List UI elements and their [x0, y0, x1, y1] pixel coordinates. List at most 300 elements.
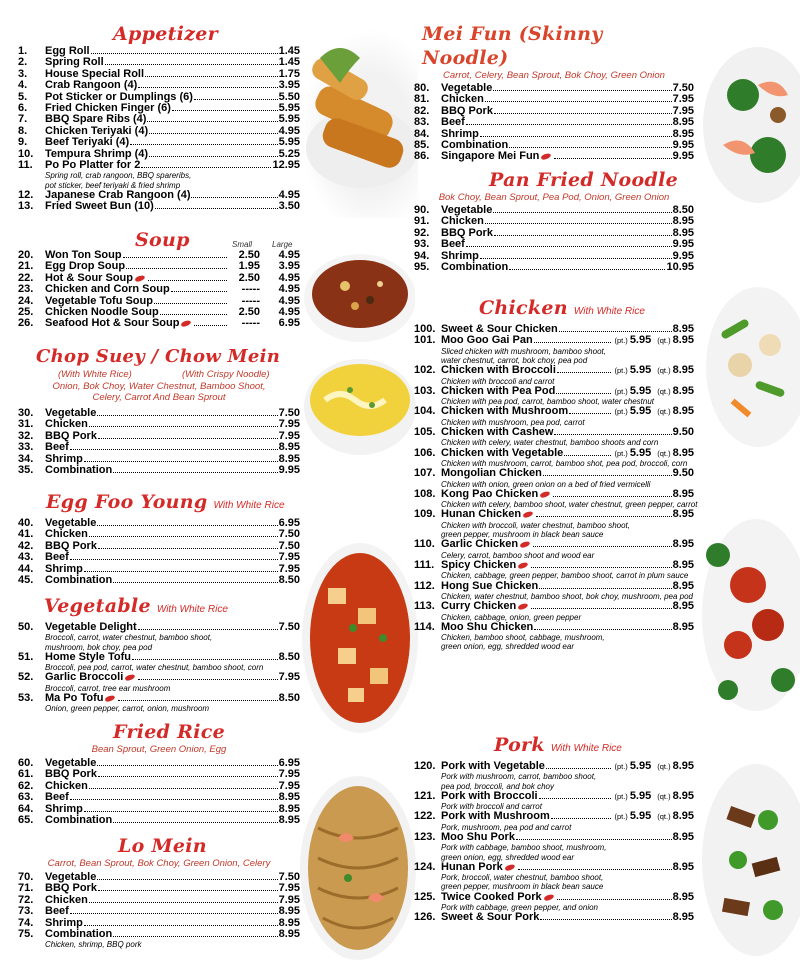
quart-label: (qt.)	[657, 336, 671, 346]
chili-pepper-icon	[540, 490, 551, 498]
dot-leader	[149, 156, 277, 157]
item-price: 9.95	[672, 249, 694, 262]
menu-item	[414, 365, 694, 376]
item-description: pot sticker, beef teriyaki & fried shrimp	[45, 180, 181, 190]
item-name: Chicken with Broccoli	[441, 364, 556, 377]
menu-item	[414, 151, 694, 162]
item-price: 8.95	[672, 558, 694, 571]
item-name: Vegetable	[45, 517, 97, 529]
item-number: 3.	[18, 67, 28, 80]
item-description: Chicken with broccoli, water chestnut, bamboo shoot,	[441, 520, 630, 530]
dot-leader	[138, 679, 277, 680]
menu-item	[414, 427, 694, 438]
item-name: Chicken	[441, 215, 484, 228]
dot-leader	[145, 76, 278, 77]
menu-item	[414, 761, 694, 772]
item-price-small: 2.50	[238, 306, 260, 319]
item-price-small: 2.50	[238, 249, 260, 261]
chicken-title: Chicken With White Rice	[479, 297, 645, 319]
lo-mein-photo	[298, 768, 418, 963]
item-number: 44.	[18, 562, 34, 575]
item-number: 102.	[414, 364, 436, 377]
chop-suey-list	[18, 408, 300, 476]
dot-leader	[494, 235, 672, 236]
item-price-pint: 5.95	[629, 789, 652, 802]
dot-leader	[89, 902, 278, 903]
item-name: Moo Shu Pork	[441, 831, 515, 844]
item-number: 104.	[414, 405, 436, 418]
item-name: Spicy Chicken	[441, 558, 517, 571]
chicken-subtitle: With White Rice	[573, 306, 645, 317]
item-price: 5.95	[278, 113, 300, 126]
menu-item	[18, 693, 300, 704]
item-price-pint: 5.95	[629, 760, 652, 772]
item-price-small: -----	[241, 317, 260, 330]
pint-label: (pt.)	[614, 762, 628, 771]
item-description: green pepper, mushroom in black bean sauce	[441, 530, 604, 540]
item-name: Japanese Crab Rangoon (4)	[45, 188, 191, 201]
item-name: Chicken with Vegetable	[441, 446, 564, 459]
menu-item	[414, 622, 694, 633]
item-number: 61.	[18, 768, 34, 781]
item-name: Beef Teriyaki (4)	[45, 136, 130, 149]
dot-leader	[466, 124, 672, 125]
dot-leader	[98, 548, 278, 549]
pan-fried-noodle-list	[414, 205, 694, 273]
item-number: 65.	[18, 814, 34, 827]
item-price: 9.95	[672, 238, 694, 251]
pork-pepper-photo	[698, 760, 800, 960]
menu-item	[414, 811, 694, 822]
egg-foo-young-list	[18, 518, 300, 586]
chicken-section	[414, 296, 698, 652]
item-price: 8.95	[672, 127, 694, 140]
item-number: 100.	[414, 323, 436, 335]
egg-foo-young-section	[18, 490, 300, 586]
dot-leader	[70, 449, 278, 450]
item-number: 26.	[18, 317, 34, 330]
menu-item	[18, 442, 300, 453]
mei-fun-section	[414, 22, 694, 163]
item-number: 82.	[414, 104, 430, 117]
item-price: 9.95	[672, 139, 694, 152]
dot-leader	[70, 913, 278, 914]
item-number: 60.	[18, 757, 34, 769]
item-name: Chicken	[45, 418, 88, 431]
item-price: 7.95	[278, 779, 300, 792]
egg-drop-soup-photo	[300, 345, 418, 460]
dot-leader	[557, 899, 672, 900]
menu-item	[414, 862, 694, 873]
dot-leader	[141, 167, 271, 168]
item-description: Pork with mushroom, carrot, bamboo shoot,	[441, 772, 597, 782]
item-name: Combination	[441, 139, 509, 152]
item-name: Fried Chicken Finger (6)	[45, 102, 171, 115]
dot-leader	[91, 53, 278, 54]
mei-fun-shrimp-photo	[698, 45, 800, 205]
item-number: 30.	[18, 407, 34, 419]
item-description: Chicken, water chestnut, bamboo shoot, bok choy, mushroom, pea pod	[441, 591, 693, 601]
item-number: 5.	[18, 90, 28, 103]
item-price: 8.95	[672, 323, 694, 335]
dot-leader	[540, 919, 671, 920]
item-description: Chicken, cabbage, green pepper, bamboo shoot, carrot in plum sauce	[441, 571, 689, 581]
lo-mein-section	[18, 834, 300, 950]
dot-leader	[553, 496, 671, 497]
item-name: Hunan Pork	[441, 860, 503, 873]
item-description: water chestnut, carrot, bok choy, pea pod	[441, 356, 588, 366]
chop-suey-section	[18, 345, 300, 476]
item-name: Sweet & Sour Pork	[441, 911, 540, 924]
item-price-quart: 8.95	[672, 810, 694, 823]
item-price: 8.95	[672, 226, 694, 239]
kong-pao-chicken-photo	[698, 515, 800, 715]
dot-leader	[551, 818, 612, 819]
dot-leader	[485, 223, 672, 224]
item-price: 9.50	[672, 467, 694, 480]
menu-item	[414, 912, 694, 923]
item-name: BBQ Pork	[45, 768, 97, 781]
item-number: 125.	[414, 890, 436, 903]
item-number: 120.	[414, 760, 436, 772]
item-price: 8.95	[278, 814, 300, 827]
pint-label: (pt.)	[614, 791, 628, 801]
item-name: Beef	[45, 791, 69, 804]
dot-leader	[130, 144, 277, 145]
menu-item	[414, 509, 694, 520]
item-price-quart: 8.95	[672, 760, 694, 772]
item-name: Shrimp	[45, 452, 83, 465]
lo-mein-list	[18, 872, 300, 950]
item-price: 8.95	[278, 791, 300, 804]
dot-leader	[536, 516, 672, 517]
item-name: Shrimp	[441, 127, 479, 140]
item-price: 8.95	[278, 916, 300, 929]
item-price: 8.95	[278, 905, 300, 918]
menu-item	[414, 117, 694, 128]
item-number: 95.	[414, 261, 430, 274]
dot-leader	[533, 546, 672, 547]
item-name: BBQ Pork	[45, 539, 97, 552]
item-name: Vegetable	[45, 407, 97, 419]
item-name: Combination	[45, 928, 113, 941]
dot-leader	[480, 258, 672, 259]
quart-label: (qt.)	[657, 812, 671, 822]
item-price: 1.45	[278, 45, 300, 57]
dot-leader	[534, 629, 671, 630]
item-price-large: 4.95	[278, 249, 300, 261]
soup-list	[18, 250, 300, 330]
item-price-large: 4.95	[278, 271, 300, 284]
item-price-quart: 8.95	[672, 446, 694, 459]
pint-label: (pt.)	[614, 448, 628, 458]
item-description: Pork with cabbage, bamboo shoot, mushroom,	[441, 843, 607, 853]
item-name: Combination	[45, 574, 113, 587]
item-price: 8.50	[672, 204, 694, 216]
item-number: 4.	[18, 79, 28, 92]
menu-item	[414, 262, 694, 273]
item-name: Crab Rangoon (4)	[45, 79, 138, 92]
menu-item	[18, 906, 300, 917]
item-number: 73.	[18, 905, 34, 918]
menu-item	[414, 448, 694, 459]
item-number: 112.	[414, 579, 435, 592]
dot-leader	[113, 472, 277, 473]
item-description: Celery, carrot, bamboo shoot and wood ear	[441, 550, 595, 560]
dot-leader	[89, 536, 278, 537]
menu-item	[18, 622, 300, 633]
item-name: Chicken Teriyaki (4)	[45, 124, 149, 137]
item-price-large: 4.95	[278, 306, 300, 319]
dot-leader	[509, 269, 665, 270]
dot-leader	[480, 136, 672, 137]
dot-leader	[97, 525, 277, 526]
item-description: Onion, green pepper, carrot, onion, mushroom	[45, 704, 210, 714]
dot-leader	[485, 101, 672, 102]
appetizer-section	[18, 22, 300, 213]
item-price-large: 4.95	[278, 283, 300, 296]
menu-item	[18, 160, 300, 171]
item-price-quart: 8.95	[672, 405, 694, 418]
item-price-pint: 5.95	[629, 384, 652, 397]
item-description: green onion, egg, shredded wood ear	[441, 852, 574, 862]
item-number: 113.	[414, 600, 435, 613]
dot-leader	[554, 434, 671, 435]
chicken-list	[414, 323, 698, 652]
dot-leader	[98, 776, 278, 777]
item-number: 8.	[18, 124, 28, 137]
item-price-pint: 5.95	[629, 364, 652, 377]
item-price: 8.95	[672, 538, 694, 551]
item-price: 7.95	[278, 893, 300, 906]
item-price: 8.95	[672, 831, 694, 844]
item-number: 13.	[18, 200, 34, 213]
dot-leader	[155, 208, 278, 209]
item-name: Egg Roll	[45, 45, 90, 57]
pan-fried-noodle-title: Pan Fried Noodle	[489, 169, 678, 191]
item-name: Fried Sweet Bun (10)	[45, 200, 154, 213]
menu-item	[414, 335, 694, 346]
quart-label: (qt.)	[657, 791, 671, 801]
dot-leader	[98, 890, 278, 891]
item-name: Beef	[45, 905, 69, 918]
item-number: 121.	[414, 789, 436, 802]
item-name: Chicken	[45, 528, 88, 541]
item-price: 12.95	[272, 159, 300, 172]
item-price: 8.95	[672, 890, 694, 903]
item-price: 10.95	[666, 261, 694, 274]
chili-pepper-icon	[523, 511, 534, 519]
item-name: Chicken	[45, 893, 88, 906]
dot-leader	[531, 567, 671, 568]
item-number: 53.	[18, 692, 34, 705]
item-price-quart: 8.95	[672, 384, 694, 397]
item-number: 126.	[414, 911, 436, 924]
dot-leader	[138, 629, 278, 630]
item-name: Ma Po Tofu	[45, 692, 104, 705]
item-price: 5.25	[278, 147, 300, 160]
item-description: Broccoli, carrot, water chestnut, bamboo shoot,	[45, 633, 213, 643]
item-name: Vegetable Tofu Soup	[45, 294, 153, 307]
item-price: 7.50	[278, 539, 300, 552]
soup-title: Soup	[135, 229, 190, 251]
item-price-small: -----	[241, 283, 260, 296]
menu-item	[414, 832, 694, 843]
item-price: 7.95	[278, 551, 300, 564]
dot-leader	[113, 822, 277, 823]
dot-leader	[539, 798, 612, 799]
dot-leader	[70, 559, 278, 560]
item-number: 110.	[414, 538, 435, 551]
hot-sour-soup-photo	[300, 248, 415, 358]
item-price: 8.95	[672, 911, 694, 924]
menu-item	[414, 581, 694, 592]
dot-leader	[70, 799, 278, 800]
item-name: Home Style Tofu	[45, 650, 131, 663]
pint-label: (pt.)	[614, 366, 628, 376]
item-price: 8.95	[278, 928, 300, 941]
vegetable-section	[18, 594, 300, 714]
item-name: Chicken with Mushroom	[441, 405, 569, 418]
item-number: 92.	[414, 226, 430, 239]
item-name: House Special Roll	[45, 67, 145, 80]
dot-leader	[194, 99, 278, 100]
item-price: 7.50	[672, 82, 694, 94]
item-price: 7.50	[278, 407, 300, 419]
menu-item	[18, 465, 300, 476]
item-number: 86.	[414, 150, 430, 163]
item-name: Vegetable Delight	[45, 621, 137, 633]
item-name: Chicken and Corn Soup	[45, 283, 170, 296]
dot-leader	[154, 303, 227, 304]
item-number: 84.	[414, 127, 430, 140]
dot-leader	[171, 291, 227, 292]
item-price-small: 1.95	[238, 260, 260, 273]
item-name: Kong Pao Chicken	[441, 487, 539, 500]
item-price: 1.75	[278, 67, 300, 80]
item-name: Chicken	[441, 93, 484, 106]
chili-pepper-icon	[105, 694, 116, 702]
item-name: Won Ton Soup	[45, 249, 122, 261]
item-number: 62.	[18, 779, 34, 792]
item-price-pint: 5.95	[629, 334, 652, 347]
mei-fun-ingredients: Carrot, Celery, Bean Sprout, Bok Choy, Green Onion	[443, 70, 665, 81]
item-name: Beef	[45, 551, 69, 564]
item-price-quart: 8.95	[672, 334, 694, 347]
dot-leader	[84, 461, 278, 462]
item-number: 7.	[18, 113, 28, 126]
chili-pepper-icon	[543, 893, 554, 901]
lo-mein-title: Lo Mein	[118, 835, 207, 857]
dot-leader	[564, 455, 611, 456]
item-description: Chicken with broccoli and carrot	[441, 376, 555, 386]
item-number: 93.	[414, 238, 430, 251]
item-number: 2.	[18, 56, 28, 69]
fried-rice-section	[18, 720, 300, 826]
item-price: 9.95	[672, 150, 694, 163]
item-description: Chicken, shrimp, BBQ pork	[45, 940, 142, 950]
chili-pepper-icon	[518, 603, 529, 611]
item-name: Vegetable	[45, 757, 97, 769]
item-price: 8.50	[278, 650, 300, 663]
item-price: 8.95	[672, 860, 694, 873]
item-number: 51.	[18, 650, 34, 663]
soup-section	[18, 228, 300, 330]
item-name: Vegetable	[441, 204, 493, 216]
dot-leader	[105, 64, 278, 65]
item-number: 85.	[414, 139, 430, 152]
dot-leader	[89, 788, 278, 789]
item-name: Combination	[45, 464, 113, 477]
item-number: 33.	[18, 441, 34, 454]
item-name: Chicken with Pea Pod	[441, 384, 556, 397]
item-price: 7.95	[672, 93, 694, 106]
mei-fun-list	[414, 83, 694, 163]
item-number: 71.	[18, 882, 34, 895]
dot-leader	[494, 113, 672, 114]
item-number: 21.	[18, 260, 34, 273]
menu-item	[414, 239, 694, 250]
menu-item	[18, 284, 300, 295]
item-price: 8.95	[672, 579, 694, 592]
item-price: 7.50	[278, 621, 300, 633]
item-price: 7.95	[278, 429, 300, 442]
mei-fun-title: Mei Fun (Skinny Noodle)	[422, 23, 603, 69]
dot-leader	[534, 342, 612, 343]
dot-leader	[118, 700, 277, 701]
item-name: BBQ Pork	[441, 226, 493, 239]
menu-item	[18, 80, 300, 91]
dot-leader	[516, 839, 672, 840]
dot-leader	[138, 87, 277, 88]
chop-suey-note-right: (With Crispy Noodle)	[182, 369, 270, 380]
item-description: Sliced chicken with mushroom, bamboo shoot,	[441, 346, 606, 356]
dot-leader	[113, 582, 277, 583]
quart-label: (qt.)	[657, 762, 671, 771]
fried-rice-title: Fried Rice	[113, 721, 226, 743]
dot-leader	[97, 879, 277, 880]
item-name: Pork with Mushroom	[441, 810, 550, 823]
item-price-pint: 5.95	[629, 810, 652, 823]
soup-small-header: Small	[232, 240, 253, 249]
dot-leader	[97, 415, 277, 416]
item-number: 101.	[414, 334, 436, 347]
chili-pepper-icon	[134, 274, 145, 282]
item-name: BBQ Pork	[45, 882, 97, 895]
item-price: 9.50	[672, 426, 694, 439]
vegetable-title: Vegetable With White Rice	[44, 595, 228, 617]
menu-item	[18, 672, 300, 683]
item-price: 8.95	[278, 441, 300, 454]
item-name: Hong Sue Chicken	[441, 579, 539, 592]
menu-item	[18, 201, 300, 212]
egg-roll-photo	[300, 28, 418, 218]
item-price: 8.95	[672, 215, 694, 228]
item-description: green pepper, mushroom in black bean sauce	[441, 882, 604, 892]
item-name: Curry Chicken	[441, 600, 517, 613]
dot-leader	[194, 325, 227, 326]
dot-leader	[509, 147, 671, 148]
item-number: 6.	[18, 102, 28, 115]
item-name: Tempura Shrimp (4)	[45, 147, 149, 160]
item-price: 8.95	[278, 452, 300, 465]
menu-item	[18, 318, 300, 329]
item-number: 12.	[18, 188, 34, 201]
item-number: 11.	[18, 159, 33, 172]
menu-item	[18, 815, 300, 826]
vegetable-list	[18, 622, 300, 714]
dot-leader	[84, 811, 278, 812]
